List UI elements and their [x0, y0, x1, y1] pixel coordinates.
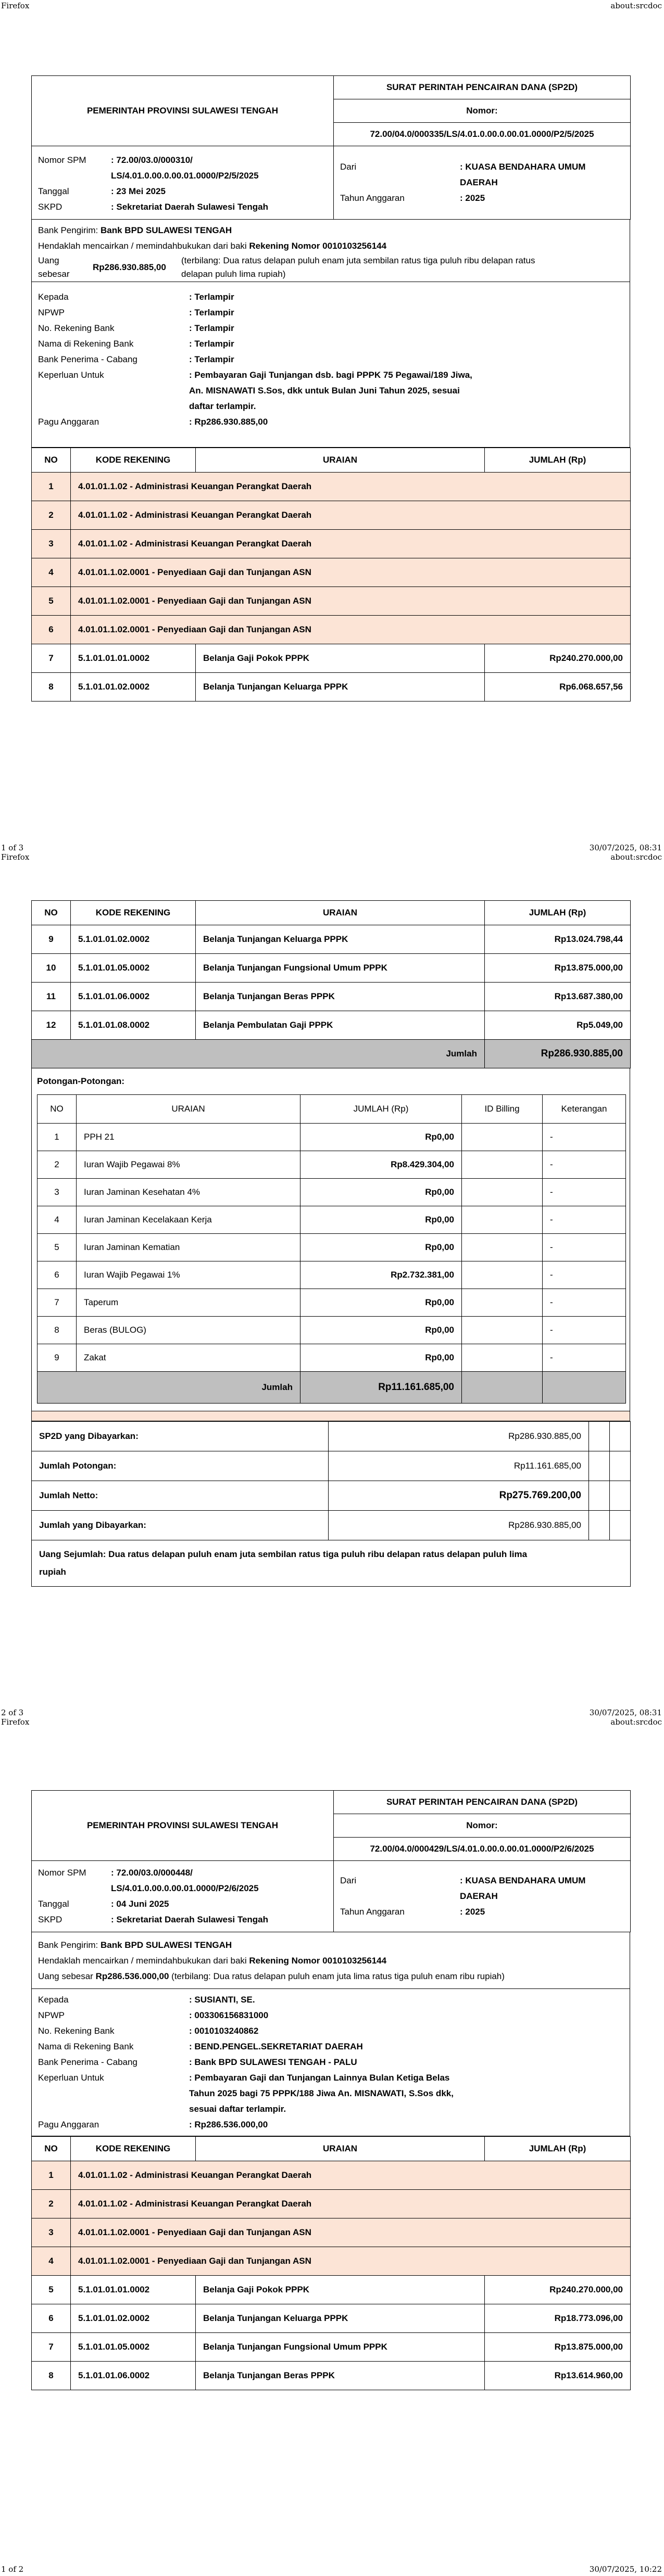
kepada-label: Kepada — [38, 292, 69, 302]
keperluan-value-3: daftar terlampir. — [189, 401, 256, 411]
row-jumlah: Rp240.270.000,00 — [485, 2276, 631, 2304]
dari-label: Dari — [340, 1876, 357, 1885]
uang-label-2: sebesar — [38, 269, 70, 279]
org-name: PEMERINTAH PROVINSI SULAWESI TENGAH — [32, 1791, 334, 1861]
pot-ket: - — [543, 1234, 626, 1261]
pot-col-uraian: URAIAN — [77, 1095, 300, 1124]
row-uraian: Belanja Tunjangan Keluarga PPPK — [196, 2304, 485, 2333]
row-kode: 5.1.01.01.01.0002 — [71, 2276, 196, 2304]
browser-url: about:srcdoc — [610, 1717, 662, 1727]
table-row — [37, 1289, 626, 1317]
kepada-value: : SUSIANTI, SE. — [189, 1995, 255, 2005]
col-kode: KODE REKENING — [71, 448, 196, 473]
pot-jumlah: Rp0,00 — [300, 1289, 462, 1317]
row-group-label: 4.01.01.1.02 - Administrasi Keuangan Perangkat Daerah — [71, 501, 631, 530]
pot-no: 4 — [37, 1206, 77, 1234]
row-kode: 5.1.01.01.02.0002 — [71, 2304, 196, 2333]
col-jumlah: JUMLAH (Rp) — [485, 901, 631, 925]
table-row — [32, 983, 631, 1011]
row-jumlah: Rp6.068.657,56 — [485, 673, 631, 702]
pot-no: 6 — [37, 1261, 77, 1289]
bank-penerima-value: : Bank BPD SULAWESI TENGAH - PALU — [189, 2057, 357, 2067]
pot-jumlah: Rp8.429.304,00 — [300, 1151, 462, 1179]
dari-label: Dari — [340, 162, 357, 172]
table-row — [32, 2247, 631, 2276]
dari-value: : KUASA BENDAHARA UMUM — [460, 1876, 586, 1885]
uang-value: Rp286.536.000,00 — [95, 1971, 169, 1981]
nama-rekening-label: Nama di Rekening Bank — [38, 2042, 134, 2051]
pot-uraian: Zakat — [77, 1344, 300, 1372]
row-kode: 5.1.01.01.01.0002 — [71, 644, 196, 673]
pot-billing — [462, 1151, 543, 1179]
nomor-spm-value-2: LS/4.01.0.00.0.00.01.0000/P2/5/2025 — [111, 171, 259, 181]
potongan-total-row — [37, 1372, 626, 1404]
pot-no: 2 — [37, 1151, 77, 1179]
rekening-value: 0010103256144 — [322, 241, 387, 251]
bank-penerima-value: : Terlampir — [189, 354, 234, 364]
rekening-table-continued — [31, 900, 631, 1068]
browser-url: about:srcdoc — [610, 1, 662, 10]
kepada-label: Kepada — [38, 1995, 69, 2005]
table-row — [37, 1179, 626, 1206]
norek-value: : 0010103240862 — [189, 2026, 259, 2036]
recipient-section — [31, 1989, 630, 2136]
bank-penerima-label: Bank Penerima - Cabang — [38, 354, 137, 364]
row-no: 10 — [32, 954, 71, 983]
row-jumlah: Rp18.773.096,00 — [485, 2304, 631, 2333]
rekening-label: Rekening Nomor — [249, 241, 320, 251]
pot-uraian: Iuran Wajib Pegawai 8% — [77, 1151, 300, 1179]
norek-value: : Terlampir — [189, 323, 234, 333]
row-no: 2 — [32, 501, 71, 530]
summary-label: SP2D yang Dibayarkan: — [32, 1422, 329, 1451]
row-jumlah: Rp240.270.000,00 — [485, 644, 631, 673]
nomor-spm-label: Nomor SPM — [38, 155, 86, 165]
col-jumlah: JUMLAH (Rp) — [485, 448, 631, 473]
bank-pengirim-value: Bank BPD SULAWESI TENGAH — [101, 225, 232, 235]
pot-col-billing: ID Billing — [462, 1095, 543, 1124]
potongan-table — [37, 1094, 626, 1404]
col-no: NO — [32, 901, 71, 925]
print-datetime: 30/07/2025, 08:31 — [589, 1708, 662, 1717]
summary-value: Rp286.930.885,00 — [329, 1511, 589, 1540]
pot-no: 8 — [37, 1317, 77, 1344]
potongan-total-value: Rp11.161.685,00 — [300, 1372, 462, 1404]
print-datetime: 30/07/2025, 10:22 — [589, 2565, 662, 2574]
row-no: 5 — [32, 587, 71, 616]
row-jumlah: Rp13.614.960,00 — [485, 2362, 631, 2390]
pot-billing — [462, 1261, 543, 1289]
skpd-value: : Sekretariat Daerah Sulawesi Tengah — [111, 202, 269, 212]
row-no: 5 — [32, 2276, 71, 2304]
row-group-label: 4.01.01.1.02 - Administrasi Keuangan Perangkat Daerah — [71, 2161, 631, 2190]
nama-rekening-value: : BEND.PENGEL.SEKRETARIAT DAERAH — [189, 2042, 363, 2051]
browser-header-3 — [0, 1716, 664, 1728]
table-row — [32, 473, 631, 501]
npwp-value: : Terlampir — [189, 308, 234, 317]
total-value: Rp286.930.885,00 — [485, 1040, 631, 1068]
norek-label: No. Rekening Bank — [38, 2026, 115, 2036]
spm-info — [31, 146, 631, 220]
print-datetime: 30/07/2025, 08:31 — [589, 843, 662, 852]
row-no: 4 — [32, 558, 71, 587]
keperluan-value-2: Tahun 2025 bagi 75 PPPK/188 Jiwa An. MISNAWATI, S.Sos dkk, — [189, 2088, 454, 2098]
table-row — [37, 1124, 626, 1151]
row-uraian: Belanja Tunjangan Beras PPPK — [196, 2362, 485, 2390]
nomor-spm-value: : 72.00/03.0/000310/ — [111, 155, 193, 165]
summary-value: Rp275.769.200,00 — [329, 1481, 589, 1511]
summary-row — [32, 1422, 631, 1451]
pot-col-no: NO — [37, 1095, 77, 1124]
npwp-label: NPWP — [38, 2010, 65, 2020]
pot-uraian: Iuran Jaminan Kematian — [77, 1234, 300, 1261]
pot-ket: - — [543, 1261, 626, 1289]
pot-ket: - — [543, 1206, 626, 1234]
tahun-value: : 2025 — [460, 193, 485, 203]
rekening-table — [31, 2136, 631, 2390]
table-row — [32, 501, 631, 530]
table-row — [37, 1206, 626, 1234]
sp2d-header — [31, 1790, 631, 1861]
row-no: 8 — [32, 2362, 71, 2390]
pot-no: 7 — [37, 1289, 77, 1317]
table-row — [32, 558, 631, 587]
pot-no: 3 — [37, 1179, 77, 1206]
uang-sejumlah-text: Uang Sejumlah: Dua ratus delapan puluh enam juta sembilan ratus tiga puluh ribu delapan ratus delapan puluh lima — [39, 1549, 528, 1559]
pot-uraian: Iuran Jaminan Kesehatan 4% — [77, 1179, 300, 1206]
potongan-section — [31, 1068, 630, 1411]
bank-pengirim-label: Bank Pengirim: — [38, 225, 98, 235]
table-row — [32, 587, 631, 616]
terbilang-text: (terbilang: Dua ratus delapan puluh enam juta lima ratus tiga puluh enam ribu rupiah) — [171, 1971, 505, 1981]
table-row — [32, 1011, 631, 1040]
pot-uraian: Taperum — [77, 1289, 300, 1317]
row-group-label: 4.01.01.1.02.0001 - Penyediaan Gaji dan Tunjangan ASN — [71, 2247, 631, 2276]
browser-header-2 — [0, 851, 664, 863]
uang-value: Rp286.930.885,00 — [93, 262, 166, 272]
col-kode: KODE REKENING — [71, 2137, 196, 2161]
tahun-label: Tahun Anggaran — [340, 193, 405, 203]
pot-ket: - — [543, 1317, 626, 1344]
row-no: 1 — [32, 2161, 71, 2190]
pagu-label: Pagu Anggaran — [38, 417, 99, 427]
skpd-label: SKPD — [38, 202, 62, 212]
row-uraian: Belanja Tunjangan Fungsional Umum PPPK — [196, 954, 485, 983]
table-row — [32, 616, 631, 644]
tanggal-label: Tanggal — [38, 1899, 69, 1909]
row-uraian: Belanja Tunjangan Fungsional Umum PPPK — [196, 2333, 485, 2362]
col-kode: KODE REKENING — [71, 901, 196, 925]
row-group-label: 4.01.01.1.02 - Administrasi Keuangan Perangkat Daerah — [71, 530, 631, 558]
dari-value-2: DAERAH — [460, 1891, 498, 1901]
pot-jumlah: Rp0,00 — [300, 1344, 462, 1372]
spm-info — [31, 1861, 631, 1932]
uang-label: Uang — [38, 256, 59, 265]
table-row — [37, 1151, 626, 1179]
row-uraian: Belanja Tunjangan Keluarga PPPK — [196, 925, 485, 954]
org-name: PEMERINTAH PROVINSI SULAWESI TENGAH — [32, 76, 334, 146]
bank-section — [31, 220, 630, 282]
sp2d-header — [31, 75, 631, 146]
rekening-label: Rekening Nomor — [249, 1956, 320, 1966]
summary-value: Rp11.161.685,00 — [329, 1451, 589, 1481]
pot-jumlah: Rp0,00 — [300, 1206, 462, 1234]
row-uraian: Belanja Gaji Pokok PPPK — [196, 644, 485, 673]
keperluan-label: Keperluan Untuk — [38, 2073, 104, 2083]
table-row — [32, 2333, 631, 2362]
row-kode: 5.1.01.01.05.0002 — [71, 2333, 196, 2362]
bank-pengirim-value: Bank BPD SULAWESI TENGAH — [101, 1940, 232, 1950]
pot-billing — [462, 1124, 543, 1151]
summary-value: Rp286.930.885,00 — [329, 1422, 589, 1451]
pot-ket: - — [543, 1179, 626, 1206]
sp2d-document-1 — [31, 75, 630, 702]
row-jumlah: Rp13.687.380,00 — [485, 983, 631, 1011]
col-jumlah: JUMLAH (Rp) — [485, 2137, 631, 2161]
summary-row — [32, 1481, 631, 1511]
row-uraian: Belanja Tunjangan Keluarga PPPK — [196, 673, 485, 702]
uang-label: Uang sebesar — [38, 1971, 93, 1981]
pot-billing — [462, 1317, 543, 1344]
row-jumlah: Rp13.875.000,00 — [485, 2333, 631, 2362]
col-no: NO — [32, 448, 71, 473]
keperluan-value-3: sesuai daftar terlampir. — [189, 2104, 286, 2114]
row-group-label: 4.01.01.1.02.0001 - Penyediaan Gaji dan Tunjangan ASN — [71, 2218, 631, 2247]
pot-billing — [462, 1344, 543, 1372]
pot-col-jumlah: JUMLAH (Rp) — [300, 1095, 462, 1124]
pagu-label: Pagu Anggaran — [38, 2120, 99, 2129]
row-uraian: Belanja Gaji Pokok PPPK — [196, 2276, 485, 2304]
pot-uraian: PPH 21 — [77, 1124, 300, 1151]
pot-uraian: Iuran Wajib Pegawai 1% — [77, 1261, 300, 1289]
row-kode: 5.1.01.01.06.0002 — [71, 2362, 196, 2390]
skpd-label: SKPD — [38, 1915, 62, 1924]
norek-label: No. Rekening Bank — [38, 323, 115, 333]
browser-header — [0, 0, 664, 11]
bank-penerima-label: Bank Penerima - Cabang — [38, 2057, 137, 2067]
pot-ket: - — [543, 1289, 626, 1317]
sp2d-document-2 — [31, 1790, 630, 2390]
dari-value-2: DAERAH — [460, 177, 498, 187]
nama-rekening-label: Nama di Rekening Bank — [38, 339, 134, 349]
browser-url: about:srcdoc — [610, 852, 662, 862]
row-no: 11 — [32, 983, 71, 1011]
col-uraian: URAIAN — [196, 901, 485, 925]
rekening-table — [31, 448, 631, 702]
table-row — [37, 1317, 626, 1344]
uang-sejumlah-text-2: rupiah — [39, 1567, 66, 1577]
nomor-spm-label: Nomor SPM — [38, 1868, 86, 1878]
browser-app-name: Firefox — [1, 1, 30, 10]
pot-ket: - — [543, 1124, 626, 1151]
tahun-label: Tahun Anggaran — [340, 1907, 405, 1917]
terbilang-text: (terbilang: Dua ratus delapan puluh enam juta sembilan ratus tiga puluh ribu delapan ratus — [181, 256, 535, 265]
table-row — [32, 2304, 631, 2333]
table-row — [32, 530, 631, 558]
row-no: 4 — [32, 2247, 71, 2276]
pot-no: 5 — [37, 1234, 77, 1261]
pot-col-keterangan: Keterangan — [543, 1095, 626, 1124]
row-no: 1 — [32, 473, 71, 501]
tahun-value: : 2025 — [460, 1907, 485, 1917]
page-number: 2 of 3 — [1, 1708, 24, 1717]
npwp-value: : 003306156831000 — [189, 2010, 269, 2020]
col-uraian: URAIAN — [196, 2137, 485, 2161]
row-no: 2 — [32, 2190, 71, 2218]
table-row — [32, 954, 631, 983]
pagu-value: : Rp286.536.000,00 — [189, 2120, 268, 2129]
uang-sejumlah — [32, 1540, 631, 1587]
table-row — [37, 1261, 626, 1289]
doc-title: SURAT PERINTAH PENCAIRAN DANA (SP2D) — [334, 1791, 631, 1814]
row-no: 9 — [32, 925, 71, 954]
nama-rekening-value: : Terlampir — [189, 339, 234, 349]
potongan-total-label: Jumlah — [37, 1372, 300, 1404]
nomor-label: Nomor: — [334, 99, 631, 123]
doc-title: SURAT PERINTAH PENCAIRAN DANA (SP2D) — [334, 76, 631, 99]
row-no: 3 — [32, 2218, 71, 2247]
keperluan-value: : Pembayaran Gaji Tunjangan dsb. bagi PPPK 75 Pegawai/189 Jiwa, — [189, 370, 472, 380]
instruksi-text: Hendaklah mencairkan / memindahbukukan dari baki — [38, 241, 247, 251]
table-row — [32, 925, 631, 954]
row-uraian: Belanja Tunjangan Beras PPPK — [196, 983, 485, 1011]
pot-jumlah: Rp0,00 — [300, 1179, 462, 1206]
row-kode: 5.1.01.01.02.0002 — [71, 925, 196, 954]
pot-jumlah: Rp0,00 — [300, 1317, 462, 1344]
summary-row — [32, 1451, 631, 1481]
row-group-label: 4.01.01.1.02.0001 - Penyediaan Gaji dan Tunjangan ASN — [71, 587, 631, 616]
col-uraian: URAIAN — [196, 448, 485, 473]
total-row — [32, 1040, 631, 1068]
rekening-value: 0010103256144 — [322, 1956, 387, 1966]
keperluan-label: Keperluan Untuk — [38, 370, 104, 380]
pot-jumlah: Rp2.732.381,00 — [300, 1261, 462, 1289]
summary-table — [31, 1421, 631, 1587]
pot-uraian: Iuran Jaminan Kecelakaan Kerja — [77, 1206, 300, 1234]
nomor-value: 72.00/04.0/000429/LS/4.01.0.00.0.00.01.0000/P2/6/2025 — [334, 1838, 631, 1861]
instruksi-text: Hendaklah mencairkan / memindahbukukan dari baki — [38, 1956, 247, 1966]
skpd-value: : Sekretariat Daerah Sulawesi Tengah — [111, 1915, 269, 1924]
recipient-section — [31, 282, 630, 448]
row-group-label: 4.01.01.1.02.0001 - Penyediaan Gaji dan Tunjangan ASN — [71, 616, 631, 644]
bank-pengirim-label: Bank Pengirim: — [38, 1940, 98, 1950]
nomor-label: Nomor: — [334, 1814, 631, 1838]
summary-label: Jumlah Netto: — [32, 1481, 329, 1511]
table-row — [32, 2190, 631, 2218]
table-row — [37, 1344, 626, 1372]
keperluan-value: : Pembayaran Gaji dan Tunjangan Lainnya Bulan Ketiga Belas — [189, 2073, 450, 2083]
pot-jumlah: Rp0,00 — [300, 1124, 462, 1151]
row-no: 7 — [32, 644, 71, 673]
pot-no: 9 — [37, 1344, 77, 1372]
sp2d-document-1-continued — [31, 900, 630, 1587]
row-no: 6 — [32, 616, 71, 644]
pot-billing — [462, 1179, 543, 1206]
summary-label: Jumlah yang Dibayarkan: — [32, 1511, 329, 1540]
pot-no: 1 — [37, 1124, 77, 1151]
potongan-title: Potongan-Potongan: — [37, 1076, 125, 1086]
keperluan-value-2: An. MISNAWATI S.Sos, dkk untuk Bulan Juni Tahun 2025, sesuai — [189, 386, 460, 396]
nomor-value: 72.00/04.0/000335/LS/4.01.0.00.0.00.01.0000/P2/5/2025 — [334, 123, 631, 146]
row-no: 8 — [32, 673, 71, 702]
row-uraian: Belanja Pembulatan Gaji PPPK — [196, 1011, 485, 1040]
nomor-spm-value-2: LS/4.01.0.00.0.00.01.0000/P2/6/2025 — [111, 1883, 259, 1893]
row-no: 7 — [32, 2333, 71, 2362]
pot-uraian: Beras (BULOG) — [77, 1317, 300, 1344]
row-group-label: 4.01.01.1.02 - Administrasi Keuangan Perangkat Daerah — [71, 473, 631, 501]
row-kode: 5.1.01.01.05.0002 — [71, 954, 196, 983]
total-label: Jumlah — [32, 1040, 485, 1068]
pot-jumlah: Rp0,00 — [300, 1234, 462, 1261]
pot-billing — [462, 1289, 543, 1317]
row-kode: 5.1.01.01.02.0002 — [71, 673, 196, 702]
page-number: 1 of 2 — [1, 2565, 24, 2574]
row-no: 3 — [32, 530, 71, 558]
pagu-value: : Rp286.930.885,00 — [189, 417, 268, 427]
table-row — [32, 2218, 631, 2247]
row-kode: 5.1.01.01.08.0002 — [71, 1011, 196, 1040]
page-footer-3 — [0, 2564, 664, 2575]
pot-ket: - — [543, 1344, 626, 1372]
table-row — [32, 2276, 631, 2304]
row-kode: 5.1.01.01.06.0002 — [71, 983, 196, 1011]
npwp-label: NPWP — [38, 308, 65, 317]
nomor-spm-value: : 72.00/03.0/000448/ — [111, 1868, 193, 1878]
pot-billing — [462, 1234, 543, 1261]
table-row — [32, 2161, 631, 2190]
terbilang-text-2: delapan puluh lima rupiah) — [181, 269, 286, 279]
table-row — [32, 673, 631, 702]
row-group-label: 4.01.01.1.02.0001 - Penyediaan Gaji dan Tunjangan ASN — [71, 558, 631, 587]
row-no: 12 — [32, 1011, 71, 1040]
summary-row — [32, 1511, 631, 1540]
page-number: 1 of 3 — [1, 843, 24, 852]
bank-section — [31, 1932, 630, 1989]
table-row — [32, 2362, 631, 2390]
row-no: 6 — [32, 2304, 71, 2333]
browser-app-name: Firefox — [1, 852, 30, 862]
row-jumlah: Rp13.875.000,00 — [485, 954, 631, 983]
row-group-label: 4.01.01.1.02 - Administrasi Keuangan Perangkat Daerah — [71, 2190, 631, 2218]
tanggal-label: Tanggal — [38, 186, 69, 196]
browser-app-name: Firefox — [1, 1717, 30, 1727]
pot-ket: - — [543, 1151, 626, 1179]
summary-label: Jumlah Potongan: — [32, 1451, 329, 1481]
pot-billing — [462, 1206, 543, 1234]
kepada-value: : Terlampir — [189, 292, 234, 302]
row-jumlah: Rp5.049,00 — [485, 1011, 631, 1040]
col-no: NO — [32, 2137, 71, 2161]
tanggal-value: : 23 Mei 2025 — [111, 186, 166, 196]
tanggal-value: : 04 Juni 2025 — [111, 1899, 169, 1909]
table-row — [32, 644, 631, 673]
table-row — [37, 1234, 626, 1261]
dari-value: : KUASA BENDAHARA UMUM — [460, 162, 586, 172]
row-jumlah: Rp13.024.798,44 — [485, 925, 631, 954]
